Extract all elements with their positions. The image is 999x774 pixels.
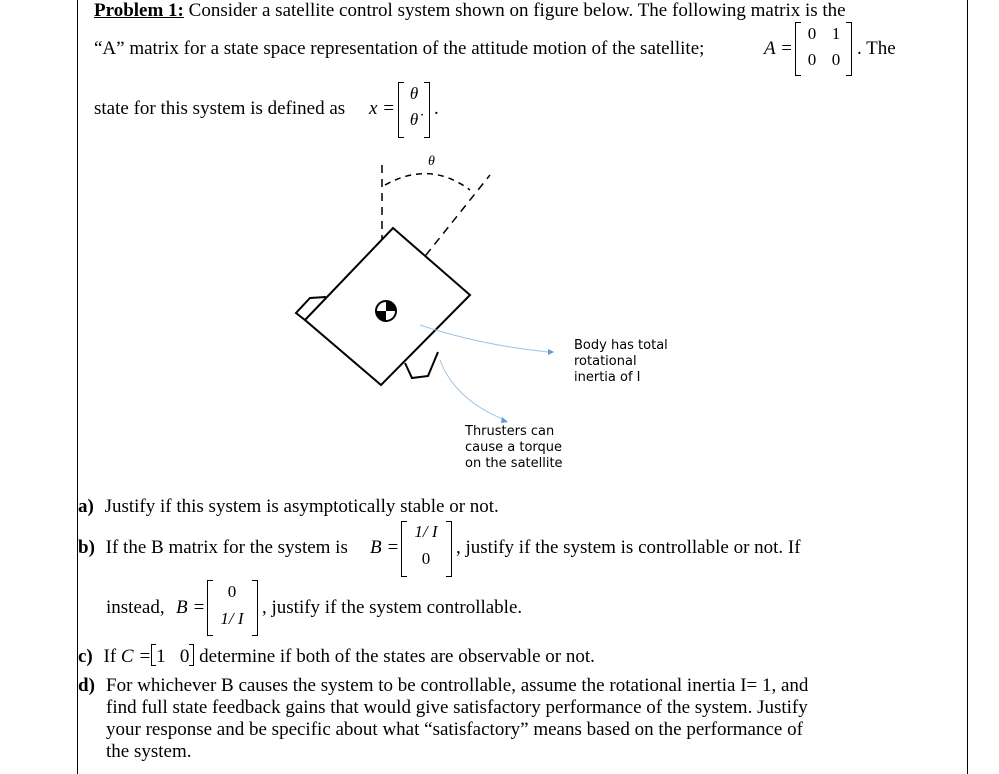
c-matrix-label: C =: [120, 646, 152, 667]
b-matrix-label-1: B =: [370, 537, 400, 558]
body-caption: Body has total rotational inertia of I: [574, 338, 668, 385]
question-b-text-4: , justify if the system controllable.: [262, 597, 523, 618]
question-b-text-3: instead,: [106, 597, 165, 618]
body-callout-line: [420, 325, 548, 352]
thruster-caption: Thrusters can cause a torque on the satellite: [465, 424, 563, 471]
question-b-line-1: [78, 537, 348, 559]
question-c-label: c): [78, 646, 93, 667]
c-matrix-1: 0: [179, 646, 190, 667]
theta-label: θ: [428, 154, 435, 169]
body-callout-arrowhead: [548, 349, 554, 355]
problem-intro: Consider a satellite control system shown on figure below. The following matrix is the: [188, 0, 846, 21]
question-a-label: a): [78, 496, 94, 517]
question-c: [78, 644, 595, 668]
problem-heading: Problem 1:: [94, 0, 184, 21]
a-matrix-label: A =: [764, 38, 793, 59]
problem-line-3: state for this system is defined as: [94, 98, 346, 119]
question-a-text: Justify if this system is asymptotically stable or not.: [104, 496, 499, 517]
question-b-label: b): [78, 537, 95, 558]
question-b-text-1: If the B matrix for the system is: [105, 537, 348, 558]
question-c-text-1: If: [103, 646, 117, 667]
question-d-text: For whichever B causes the system to be controllable, assume the rotational inertia I= 1, and find full state feedback gains that would give satisfactory performance of the system. Justify your response and be specific about what “satisfactory” means based on the performance of the system.: [106, 675, 809, 762]
b-matrix-label-2: B =: [176, 597, 206, 618]
question-a: [78, 496, 499, 518]
the-text: . The: [857, 38, 896, 59]
x-period: .: [434, 98, 439, 119]
problem-line-2: “A” matrix for a state space representation of the attitude motion of the satellite;: [94, 38, 705, 59]
center-of-mass-icon: [376, 301, 396, 321]
thruster-callout-arrowhead: [501, 417, 508, 423]
c-matrix-0: 1: [156, 646, 166, 667]
question-c-text-2: determine if both of the states are observable or not.: [199, 646, 595, 667]
question-b-text-2: , justify if the system is controllable or not. If: [456, 537, 801, 558]
question-d-label: d): [78, 675, 95, 696]
thruster-callout-line: [440, 360, 505, 420]
angle-arc: [385, 174, 470, 190]
x-vector-label: x =: [369, 98, 396, 119]
